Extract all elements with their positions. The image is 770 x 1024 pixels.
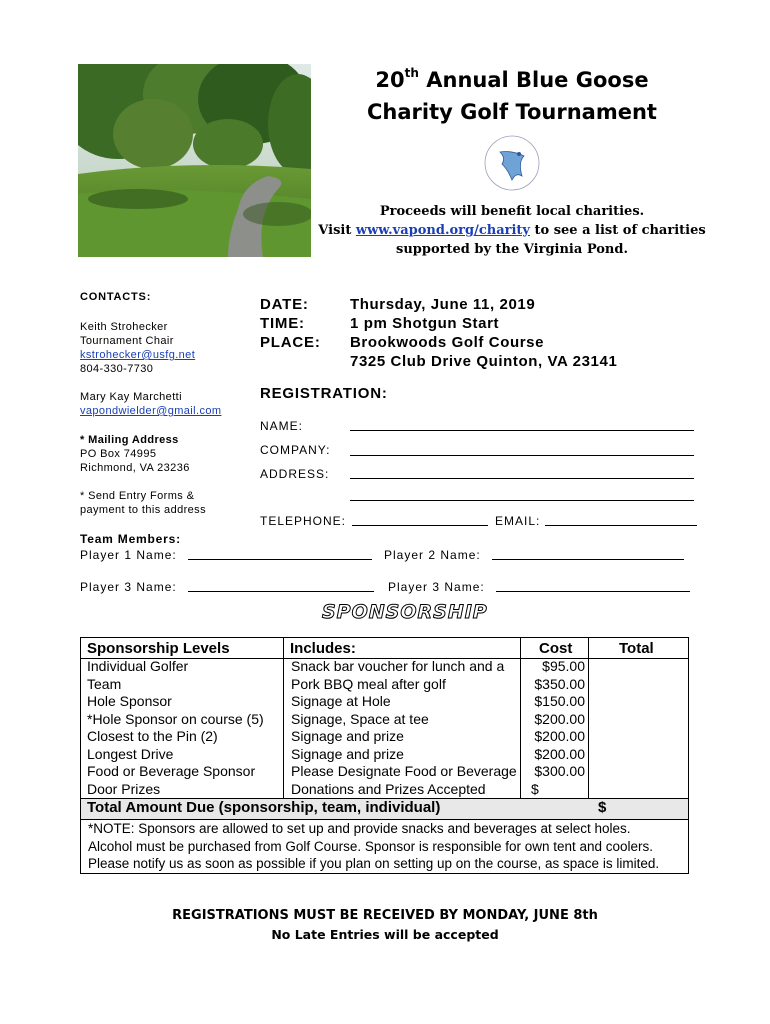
sponsorship-table — [80, 637, 689, 874]
level-row: Team — [87, 675, 122, 692]
header-levels: Sponsorship Levels — [87, 640, 230, 657]
address-field-line-2[interactable] — [350, 500, 694, 501]
includes-row: Please Designate Food or Beverage — [291, 763, 517, 779]
sponsor-note: *NOTE: Sponsors are allowed to set up and provide snacks and beverages at select holes. Alcohol must be purchased from Golf Course. Sponsor is responsible for own tent and coolers. Please notify us as soon as possible if you plan on setting up on the course, as space is limited. — [88, 821, 660, 871]
cost-row: $150.00 — [534, 693, 585, 709]
player-2-label: Player 2 Name: — [384, 548, 481, 562]
team-heading: Team Members: — [80, 532, 181, 546]
company-label: COMPANY: — [260, 443, 331, 457]
email-label: EMAIL: — [495, 514, 541, 528]
time-label: TIME: — [260, 315, 305, 332]
event-values — [350, 295, 617, 371]
includes-row: Pork BBQ meal after golf — [291, 675, 446, 692]
cost-row: $ — [531, 780, 539, 797]
level-row: Individual Golfer — [87, 658, 189, 674]
total-label: Total Amount Due (sponsorship, team, individual) — [87, 799, 441, 816]
level-row: Food or Beverage Sponsor — [87, 763, 256, 779]
place-label: PLACE: — [260, 334, 321, 351]
level-row: Hole Sponsor — [87, 693, 172, 709]
telephone-field[interactable] — [352, 525, 488, 526]
tournament-title — [330, 64, 694, 128]
contact-2-email[interactable]: vapondwielder@gmail.com — [80, 405, 222, 417]
telephone-label: TELEPHONE: — [260, 514, 347, 528]
address-label: ADDRESS: — [260, 467, 330, 481]
player-3-field[interactable] — [188, 591, 374, 592]
email-field[interactable] — [545, 525, 697, 526]
level-row: *Hole Sponsor on course (5) — [87, 710, 264, 727]
proceeds-notice: Proceeds will benefit local charities. Visit www.vapond.org/charity to see a list of charities supported by the Virginia Pond. — [318, 204, 706, 257]
header-total: Total — [619, 640, 654, 657]
total-row — [81, 798, 688, 820]
title-line-1: 20th Annual Blue Goose — [375, 66, 649, 92]
cost-row: $350.00 — [534, 675, 585, 692]
total-value[interactable]: $ — [598, 799, 607, 816]
contacts-heading: CONTACTS: — [80, 291, 152, 303]
event-address: 7325 Club Drive Quinton, VA 23141 — [350, 353, 618, 370]
event-labels — [260, 295, 321, 352]
company-field[interactable] — [350, 455, 694, 456]
level-row: Longest Drive — [87, 745, 174, 762]
level-row: Closest to the Pin (2) — [87, 728, 218, 744]
event-time: 1 pm Shotgun Start — [350, 315, 500, 332]
player-2-field[interactable] — [492, 559, 684, 560]
golf-course-image — [78, 64, 311, 257]
contact-1-email[interactable]: kstrohecker@usfg.net — [80, 349, 196, 361]
header-includes: Includes: — [290, 640, 356, 657]
registration-deadline: REGISTRATIONS MUST BE RECEIVED BY MONDAY, JUNE 8th No Late Entries will be accepted — [172, 908, 598, 942]
includes-row: Donations and Prizes Accepted — [291, 780, 486, 797]
event-place: Brookwoods Golf Course — [350, 334, 545, 351]
cost-row: $200.00 — [534, 745, 585, 762]
send-forms-note: * Send Entry Forms & payment to this address — [80, 490, 206, 516]
mailing-address: * Mailing Address PO Box 74995 Richmond, VA 23236 — [80, 434, 190, 474]
player-3-label: Player 3 Name: — [80, 580, 177, 594]
blue-goose-seal-logo — [472, 132, 552, 194]
includes-column — [291, 658, 519, 798]
includes-row: Signage, Space at tee — [291, 710, 429, 727]
header-cost: Cost — [539, 640, 573, 657]
contact-1: Keith Strohecker Tournament Chair kstrohecker@usfg.net 804-330-7730 — [80, 321, 196, 375]
name-label: NAME: — [260, 419, 304, 433]
registration-heading: REGISTRATION: — [260, 385, 388, 402]
levels-column — [87, 658, 281, 798]
cost-row: $95.00 — [542, 658, 585, 674]
event-date: Thursday, June 11, 2019 — [350, 296, 536, 313]
contact-2: Mary Kay Marchetti vapondwielder@gmail.com — [80, 391, 222, 417]
date-label: DATE: — [260, 296, 309, 313]
cost-row: $300.00 — [534, 763, 585, 779]
player-1-label: Player 1 Name: — [80, 548, 177, 562]
col-divider-2 — [520, 638, 521, 798]
player-4-label: Player 3 Name: — [388, 580, 485, 594]
player-1-field[interactable] — [188, 559, 372, 560]
includes-row: Snack bar voucher for lunch and a — [291, 658, 505, 674]
address-field-line-1[interactable] — [350, 478, 694, 479]
includes-row: Signage and prize — [291, 745, 404, 762]
col-divider-1 — [283, 638, 284, 798]
goose-seal-icon — [472, 132, 552, 194]
name-field[interactable] — [350, 430, 694, 431]
player-4-field[interactable] — [496, 591, 690, 592]
title-line-2: Charity Golf Tournament — [367, 100, 657, 124]
cost-row: $200.00 — [534, 710, 585, 727]
includes-row: Signage and prize — [291, 728, 404, 744]
col-divider-3 — [588, 638, 589, 818]
includes-row: Signage at Hole — [291, 693, 391, 709]
golf-course-photo — [78, 64, 311, 257]
cost-column — [529, 658, 585, 798]
sponsorship-title: SPONSORSHIP — [322, 601, 488, 623]
charity-link[interactable]: www.vapond.org/charity — [355, 223, 530, 238]
level-row: Door Prizes — [87, 780, 161, 797]
cost-row: $200.00 — [534, 728, 585, 744]
